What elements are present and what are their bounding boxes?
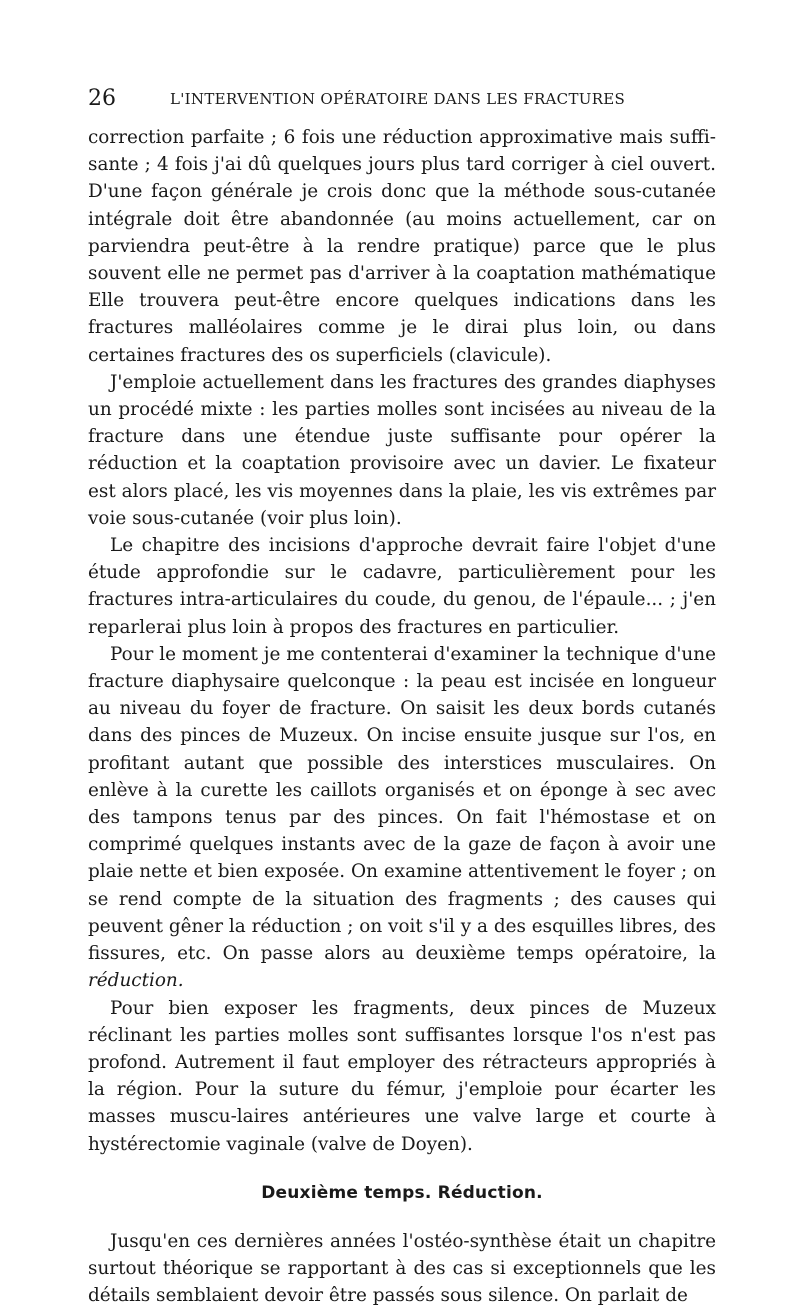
paragraph-6: Jusqu'en ces dernières années l'ostéo-synthèse était un chapitre surtout théorique se rapportant à des cas si exceptionnels que les détails semblaient devoir être passés sous silence. On parlait de bbox=[88, 1230, 716, 1307]
paragraph-3: Le chapitre des incisions d'approche devrait faire l'objet d'une étude approfondie sur le cadavre, particulièrement pour les fractures intra-articulaires du coude, du genou, de l'épaule... ; j'en reparlerai plus loin à propos des fractures en particulier. bbox=[88, 535, 716, 638]
body-text bbox=[88, 124, 716, 1309]
running-title: L'INTERVENTION OPÉRATOIRE DANS LES FRACTURES bbox=[170, 90, 626, 108]
paragraph-2: J'emploie actuellement dans les fractures des grandes diaphyses un procédé mixte : les parties molles sont incisées au niveau de la fracture dans une étendue juste suffisante pour opérer la réduction et la coaptation provisoire avec un davier. Le fixateur est alors placé, les vis moyennes dans la plaie, les vis extrêmes par voie sous-cutanée (voir plus loin). bbox=[88, 371, 716, 529]
paragraph-4-italic: réduction. bbox=[88, 970, 184, 992]
paragraph-4 bbox=[88, 641, 716, 995]
paragraph-1: correction parfaite ; 6 fois une réduction approximative mais suffi-sante ; 4 fois j'ai dû quelques jours plus tard corriger à ciel ouvert. D'une façon générale je crois donc que la méthode sous-cutanée intégrale doit être abandonnée (au moins actuellement, car on parviendra peut-être à la rendre pratique) parce que le plus souvent elle ne permet pas d'arriver à la coaptation mathématique Elle trouvera peut-être encore quelques indications dans les fractures malléolaires comme je le dirai plus loin, ou dans certaines fractures des os superficiels (clavicule). bbox=[88, 127, 716, 366]
page-number: 26 bbox=[88, 86, 116, 111]
section-heading: Deuxième temps. Réduction. bbox=[261, 1182, 543, 1203]
paragraph-4-text: Pour le moment je me contenterai d'examiner la technique d'une fracture diaphysaire quelconque : la peau est incisée en longueur au niveau du foyer de fracture. On saisit les deux bords cutanés dans des pinces de Muzeux. On incise ensuite jusque sur l'os, en profitant autant que possible des interstices musculaires. On enlève à la curette les caillots organisés et on éponge à sec avec des tampons tenus par des pinces. On fait l'hémostase et on comprimé quelques instants avec de la gaze de façon à avoir une plaie nette et bien exposée. On examine attentivement le foyer ; on se rend compte de la situation des fragments ; des causes qui peuvent gêner la réduction ; on voit s'il y a des esquilles libres, des fissures, etc. On passe alors au deuxième temps opératoire, la bbox=[88, 643, 716, 965]
paragraph-5: Pour bien exposer les fragments, deux pinces de Muzeux réclinant les parties molles sont suffisantes lorsque l'os n'est pas profond. Autrement il faut employer des rétracteurs appropriés à la région. Pour la suture du fémur, j'emploie pour écarter les masses muscu-laires antérieures une valve large et courte à hystérectomie vaginale (valve de Doyen). bbox=[88, 997, 716, 1155]
page-header bbox=[88, 84, 738, 114]
